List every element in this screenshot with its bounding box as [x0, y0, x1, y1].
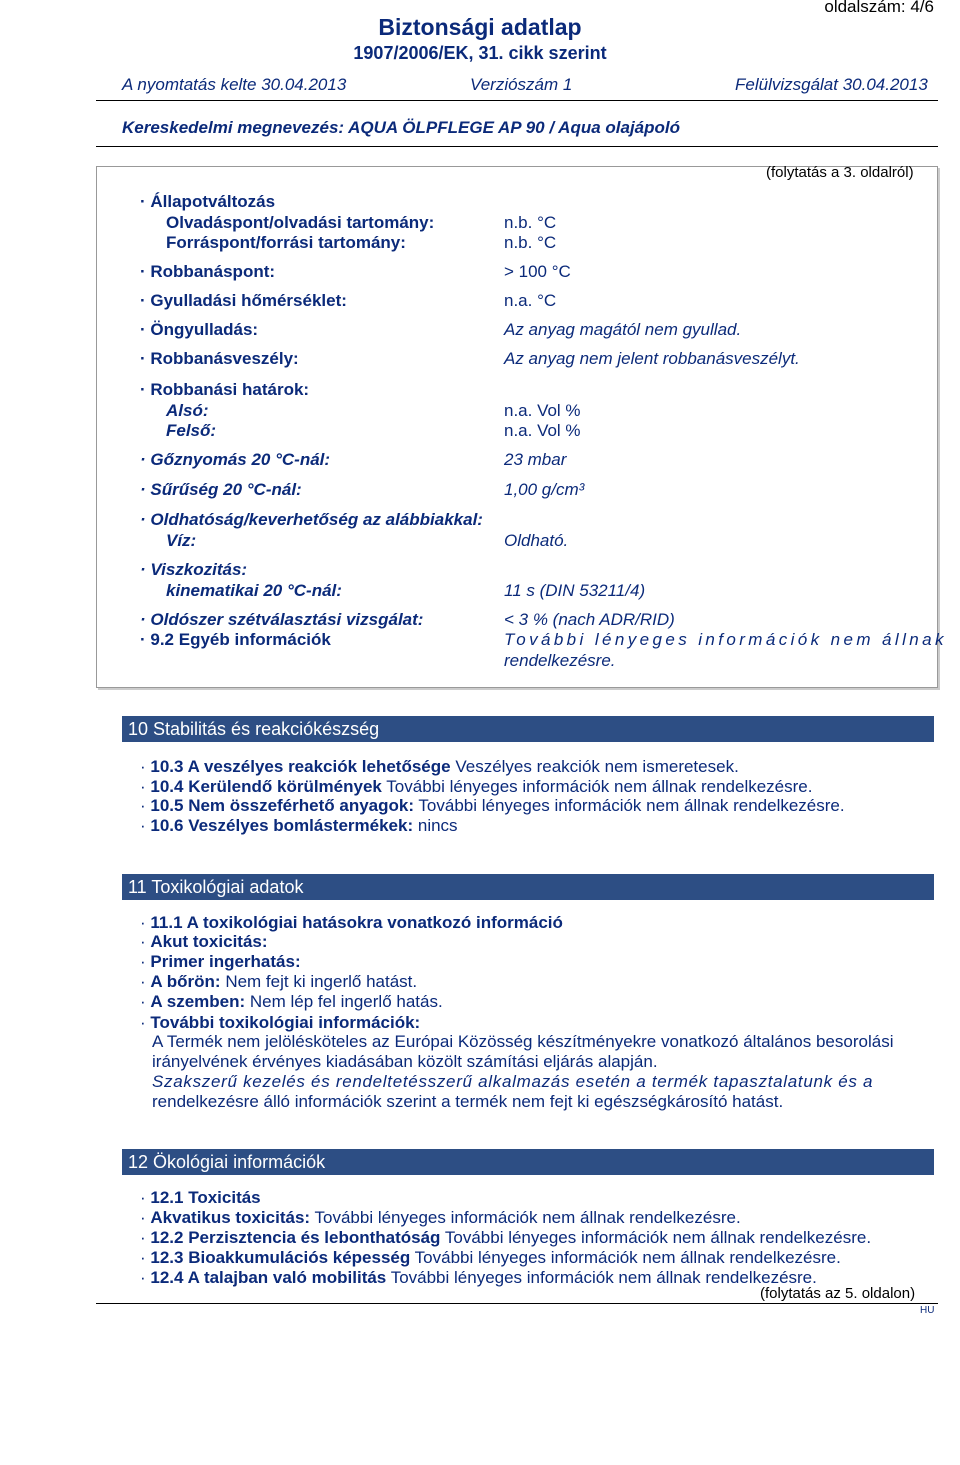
state-change-label: · Állapotváltozás [140, 192, 276, 211]
s10-conditions: · 10.4 Kerülendő körülmények További lényeges információk nem állnak rendelkezésre. [140, 777, 813, 796]
s11-primary: · Primer ingerhatás: [140, 952, 301, 971]
explosion-limits-label: · Robbanási határok: [140, 380, 310, 399]
ignition-label: · Gyulladási hőmérséklet: [140, 291, 347, 310]
upper-limit-label: Felső: [166, 421, 217, 440]
footer-rule [96, 1303, 938, 1304]
ignition-value: n.a. °C [504, 291, 557, 310]
kinematic-value: 11 s (DIN 53211/4) [504, 581, 646, 600]
s10-incompatible: · 10.5 Nem összeférhető anyagok: További lényeges információk nem állnak rendelkezésre. [140, 796, 845, 815]
solvent-separation-value: < 3 % (nach ADR/RID) [504, 610, 675, 629]
vapor-pressure-value: 23 mbar [504, 450, 567, 469]
continued-from: (folytatás a 3. oldalról) [766, 164, 914, 181]
other-info-value: További lényeges információk nem állnak [504, 630, 947, 649]
other-info-value-2: rendelkezésre. [504, 651, 616, 670]
s10-reactions: · 10.3 A veszélyes reakciók lehetősége Veszélyes reakciók nem ismeretesek. [140, 757, 739, 776]
lower-limit-label: Alsó: [166, 401, 209, 420]
s12-bioaccumulation: · 12.3 Bioakkumulációs képesség További lényeges információk nem állnak rendelkezésre. [140, 1248, 841, 1267]
water-label: Víz: [166, 531, 197, 550]
s11-para-1: A Termék nem jelölésköteles az Európai Közösség készítményekre vonatkozó általános besorolási [152, 1032, 894, 1051]
s10-decomposition: · 10.6 Veszélyes bomlástermékek: nincs [140, 816, 458, 835]
document-title: Biztonsági adatlap [378, 14, 582, 40]
self-ignition-label: · Öngyulladás: [140, 320, 259, 339]
vapor-pressure-label: · Gőznyomás 20 °C-nál: [140, 450, 331, 469]
document-subtitle: 1907/2006/EK, 31. cikk szerint [353, 43, 607, 63]
viscosity-label: · Viszkozitás: [140, 560, 248, 579]
upper-limit-value: n.a. Vol % [504, 421, 581, 440]
s11-further: · További toxikológiai információk: [140, 1013, 421, 1032]
flashpoint-label: · Robbanáspont: [140, 262, 276, 281]
kinematic-label: kinematikai 20 °C-nál: [166, 581, 342, 600]
solvent-separation-label: · Oldószer szétválasztási vizsgálat: [140, 610, 424, 629]
language-code: HU [920, 1305, 935, 1316]
boiling-label: Forráspont/forrási tartomány: [166, 233, 406, 252]
s11-para-2: irányelvének érvényes kiadásában közölt számítási eljárás alapján. [152, 1052, 658, 1071]
s11-para-3: Szakszerű kezelés és rendeltetésszerű alkalmazás esetén a termék tapasztalatunk és a [152, 1072, 874, 1091]
self-ignition-value: Az anyag magától nem gyullad. [504, 320, 742, 339]
trade-rule [96, 146, 938, 147]
lower-limit-value: n.a. Vol % [504, 401, 581, 420]
page-number: oldalszám: 4/6 [824, 0, 934, 16]
trade-name: Kereskedelmi megnevezés: AQUA ÖLPFLEGE AP 90 / Aqua olajápoló [122, 118, 681, 137]
header-rule [96, 100, 938, 101]
solubility-label: · Oldhatóság/keverhetőség az alábbiakkal: [140, 510, 483, 529]
s12-persistence: · 12.2 Perzisztencia és lebonthatóság További lényeges információk nem állnak rendelkezésre. [140, 1228, 872, 1247]
melting-value: n.b. °C [504, 213, 557, 232]
s12-mobility: · 12.4 A talajban való mobilitás További lényeges információk nem állnak rendelkezésre. [140, 1268, 817, 1287]
section-10-header: 10 Stabilitás és reakciókészség [122, 716, 934, 742]
explosion-danger-label: · Robbanásveszély: [140, 349, 299, 368]
density-value: 1,00 g/cm³ [504, 480, 585, 499]
other-info-label: · 9.2 Egyéb információk [140, 630, 331, 649]
flashpoint-value: > 100 °C [504, 262, 571, 281]
version: Verziószám 1 [470, 75, 573, 94]
explosion-danger-value: Az anyag nem jelent robbanásveszélyt. [504, 349, 800, 368]
water-value: Oldható. [504, 531, 569, 550]
s11-para-4: rendelkezésre álló információk szerint a termék nem fejt ki egészségkárosító hatást. [152, 1092, 784, 1111]
s12-aquatic: · Akvatikus toxicitás: További lényeges információk nem állnak rendelkezésre. [140, 1208, 741, 1227]
boiling-value: n.b. °C [504, 233, 557, 252]
s11-skin: · A bőrön: Nem fejt ki ingerlő hatást. [140, 972, 418, 991]
s12-toxicity: · 12.1 Toxicitás [140, 1188, 261, 1207]
s11-info: · 11.1 A toxikológiai hatásokra vonatkozó információ [140, 913, 563, 932]
density-label: · Sűrűség 20 °C-nál: [140, 480, 302, 499]
s11-acute: · Akut toxicitás: [140, 932, 268, 951]
s11-eye: · A szemben: Nem lép fel ingerlő hatás. [140, 992, 443, 1011]
print-date: A nyomtatás kelte 30.04.2013 [122, 75, 347, 94]
review-date: Felülvizsgálat 30.04.2013 [735, 75, 928, 94]
section-11-header: 11 Toxikológiai adatok [122, 874, 934, 900]
continued-to: (folytatás az 5. oldalon) [760, 1285, 916, 1302]
section-12-header: 12 Ökológiai információk [122, 1149, 934, 1175]
melting-label: Olvadáspont/olvadási tartomány: [166, 213, 435, 232]
